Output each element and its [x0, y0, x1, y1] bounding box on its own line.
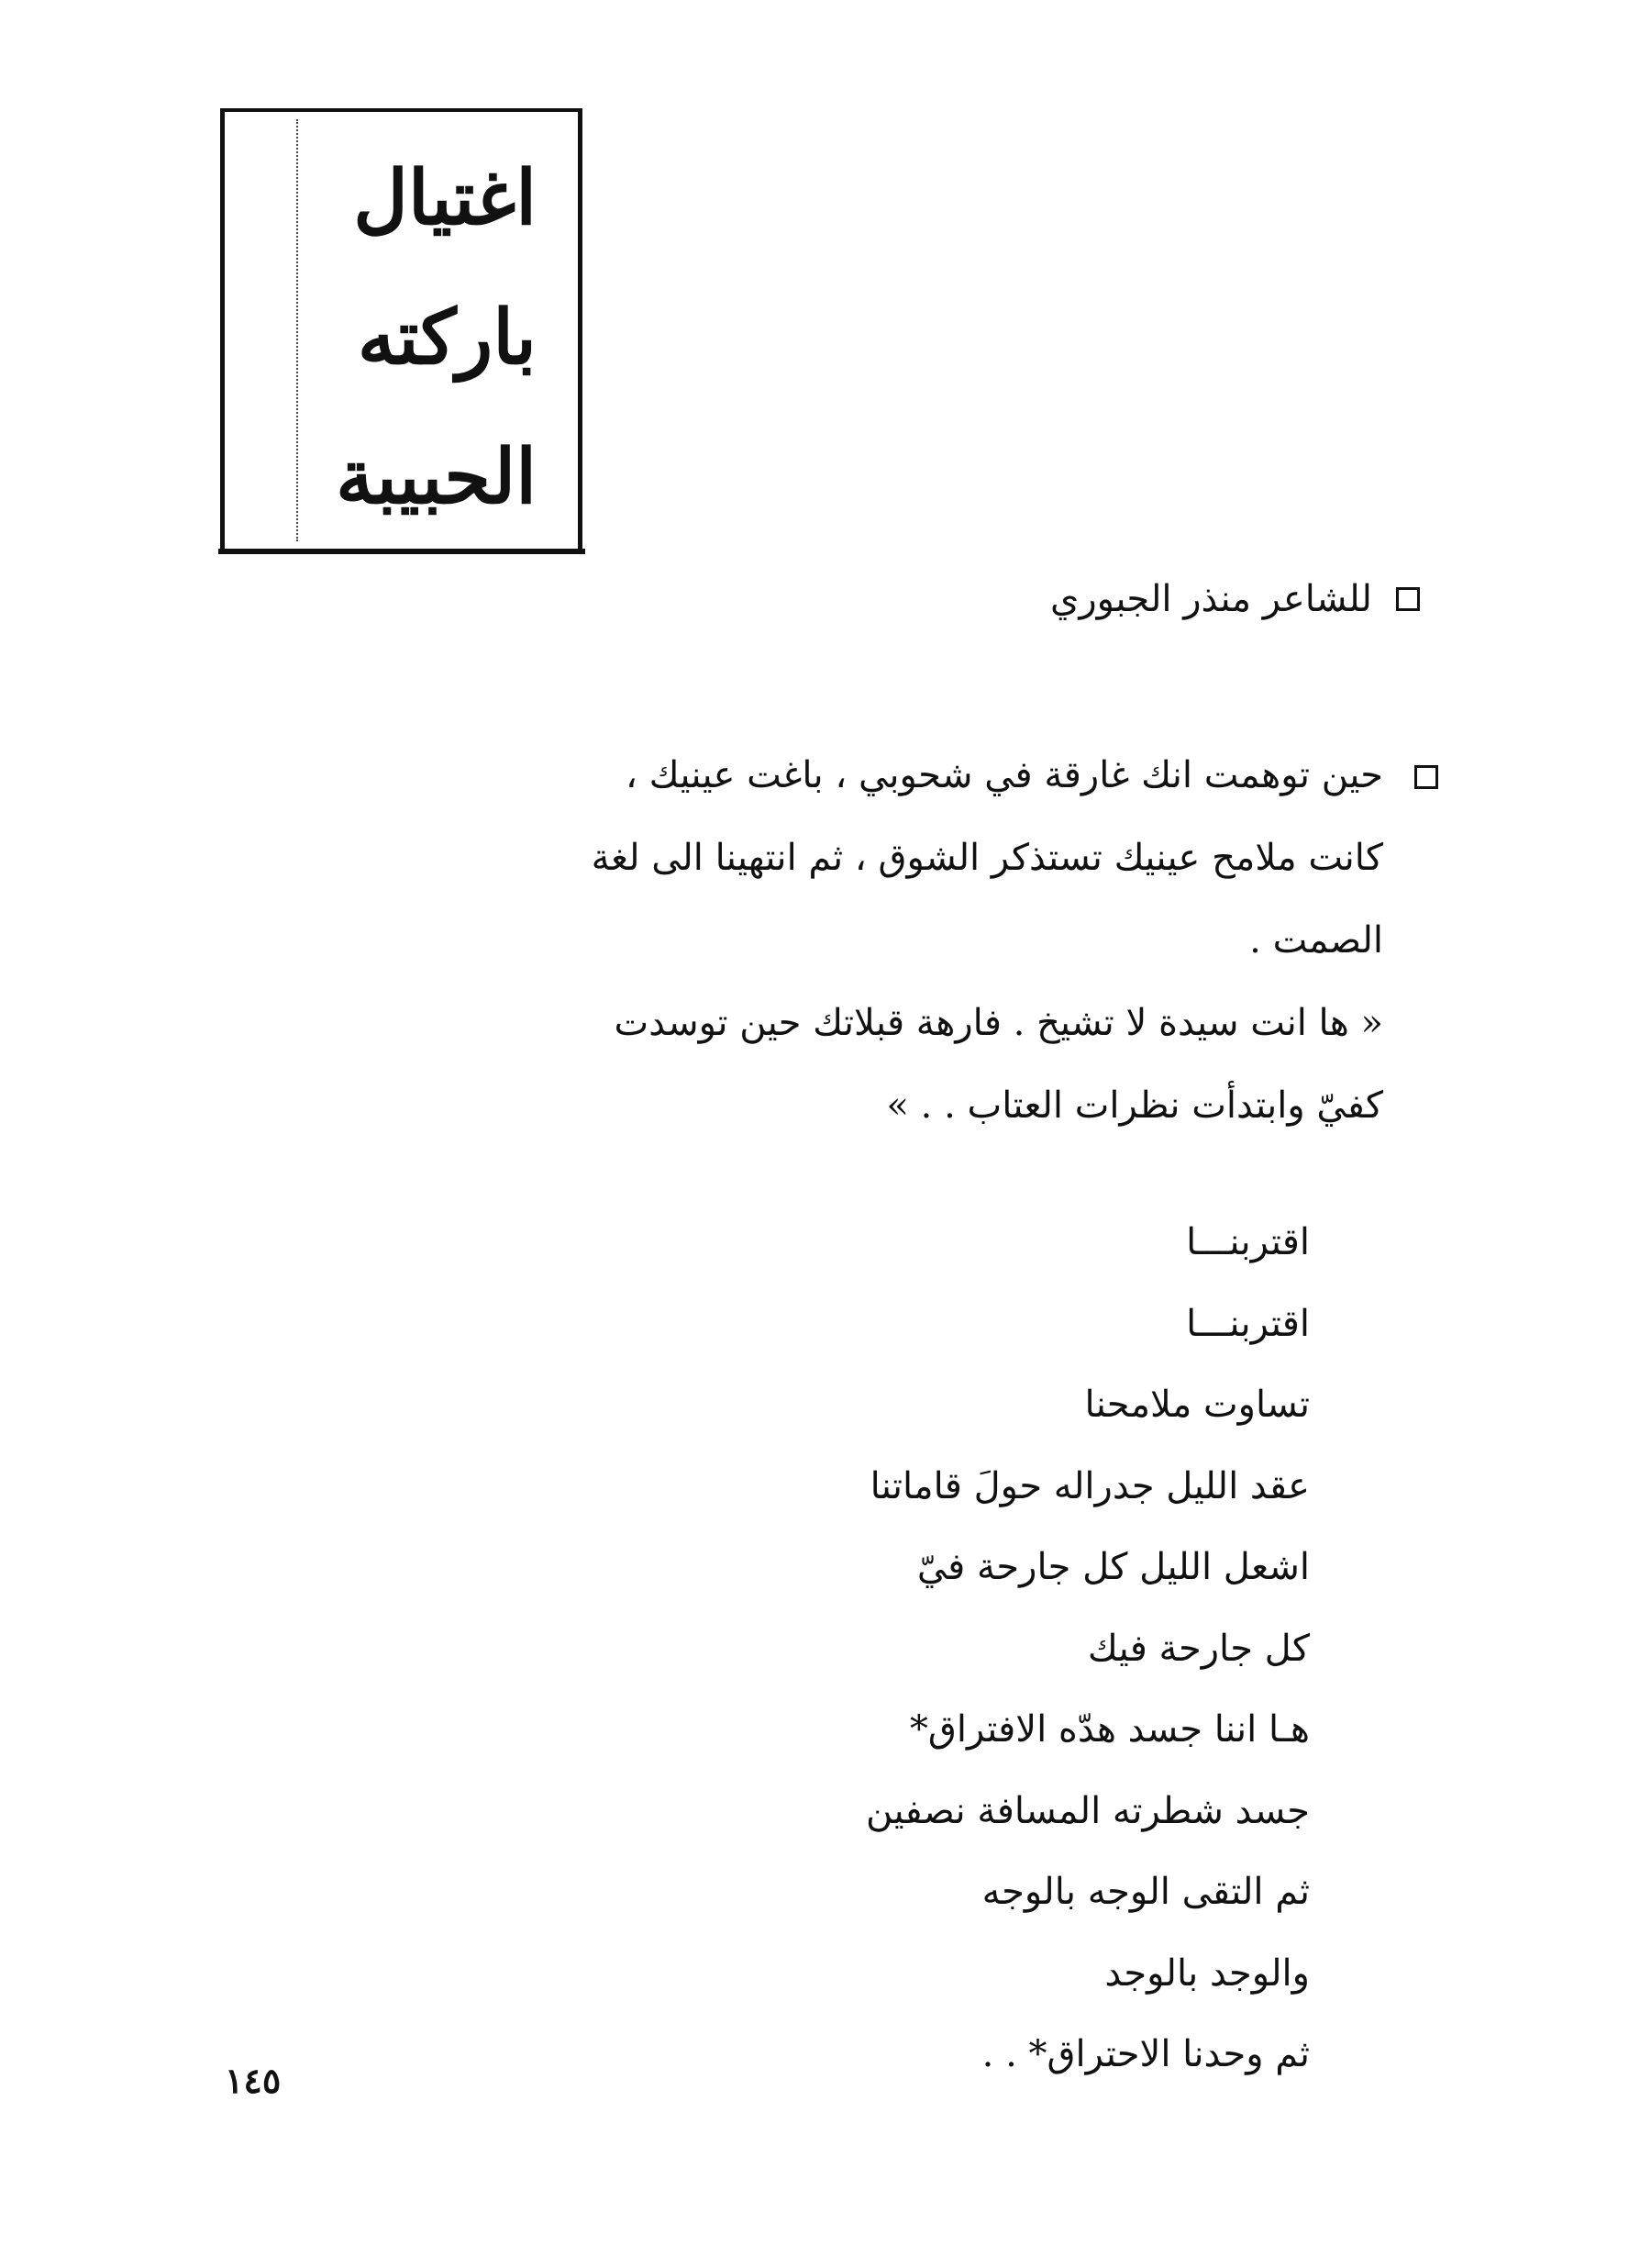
poem-line: ثم التقى الوجه بالوجه: [981, 1871, 1310, 1913]
prose-line-1: حين توهمت انك غارقة في شحوبي ، باغت عينيك ،: [626, 754, 1383, 796]
poem-line: اقتربنـــا: [1186, 1302, 1310, 1345]
title-frame-bottom-rule: [218, 549, 585, 554]
prose-line-2: كانت ملامح عينيك تستذكر الشوق ، ثم انتهينا الى لغة: [591, 837, 1383, 879]
page-number: ١٤٥: [225, 2060, 282, 2101]
poem-title-line-3: الحبيبة: [336, 433, 537, 521]
poem-line: اشعل الليل كل جارحة فيّ: [916, 1546, 1310, 1588]
prose-line-4: « ها انت سيدة لا تشيخ . فارهة قبلاتك حين توسدت: [614, 1002, 1383, 1044]
poem-line: والوجد بالوجد: [1104, 1951, 1310, 1995]
poem-line: تساوت ملامحنا: [1084, 1384, 1310, 1426]
square-bullet-icon: [1396, 587, 1420, 611]
square-bullet-icon: [1414, 765, 1438, 789]
prose-line-5: كفيّ وابتدأت نظرات العتاب . . »: [886, 1084, 1383, 1127]
poem-line: عقد الليل جدراله حولَ قاماتنا: [870, 1464, 1310, 1507]
poem-line: هـا اننا جسد هدّه الافتراق*: [909, 1708, 1310, 1751]
title-frame-dotted-divider: [296, 119, 298, 541]
poem-verses: [866, 1202, 1310, 2096]
poem-line: جسد شطرته المسافة نصفين: [866, 1789, 1310, 1832]
poem-line: اقتربنـــا: [1186, 1221, 1310, 1263]
poem-line: ثم وحدنا الاحتراق* . .: [981, 2033, 1310, 2075]
author-line: [1050, 578, 1420, 620]
prose-paragraph: [328, 734, 1383, 1147]
poem-line: كل جارحة فيك: [1087, 1627, 1310, 1670]
poem-title: [303, 128, 537, 521]
poem-title-line-1: اغتيال: [353, 154, 537, 242]
prose-line-3: الصمت .: [1249, 919, 1383, 962]
author-name: للشاعر منذر الجبوري: [1050, 578, 1372, 620]
poem-title-line-2: باركته: [357, 294, 537, 382]
